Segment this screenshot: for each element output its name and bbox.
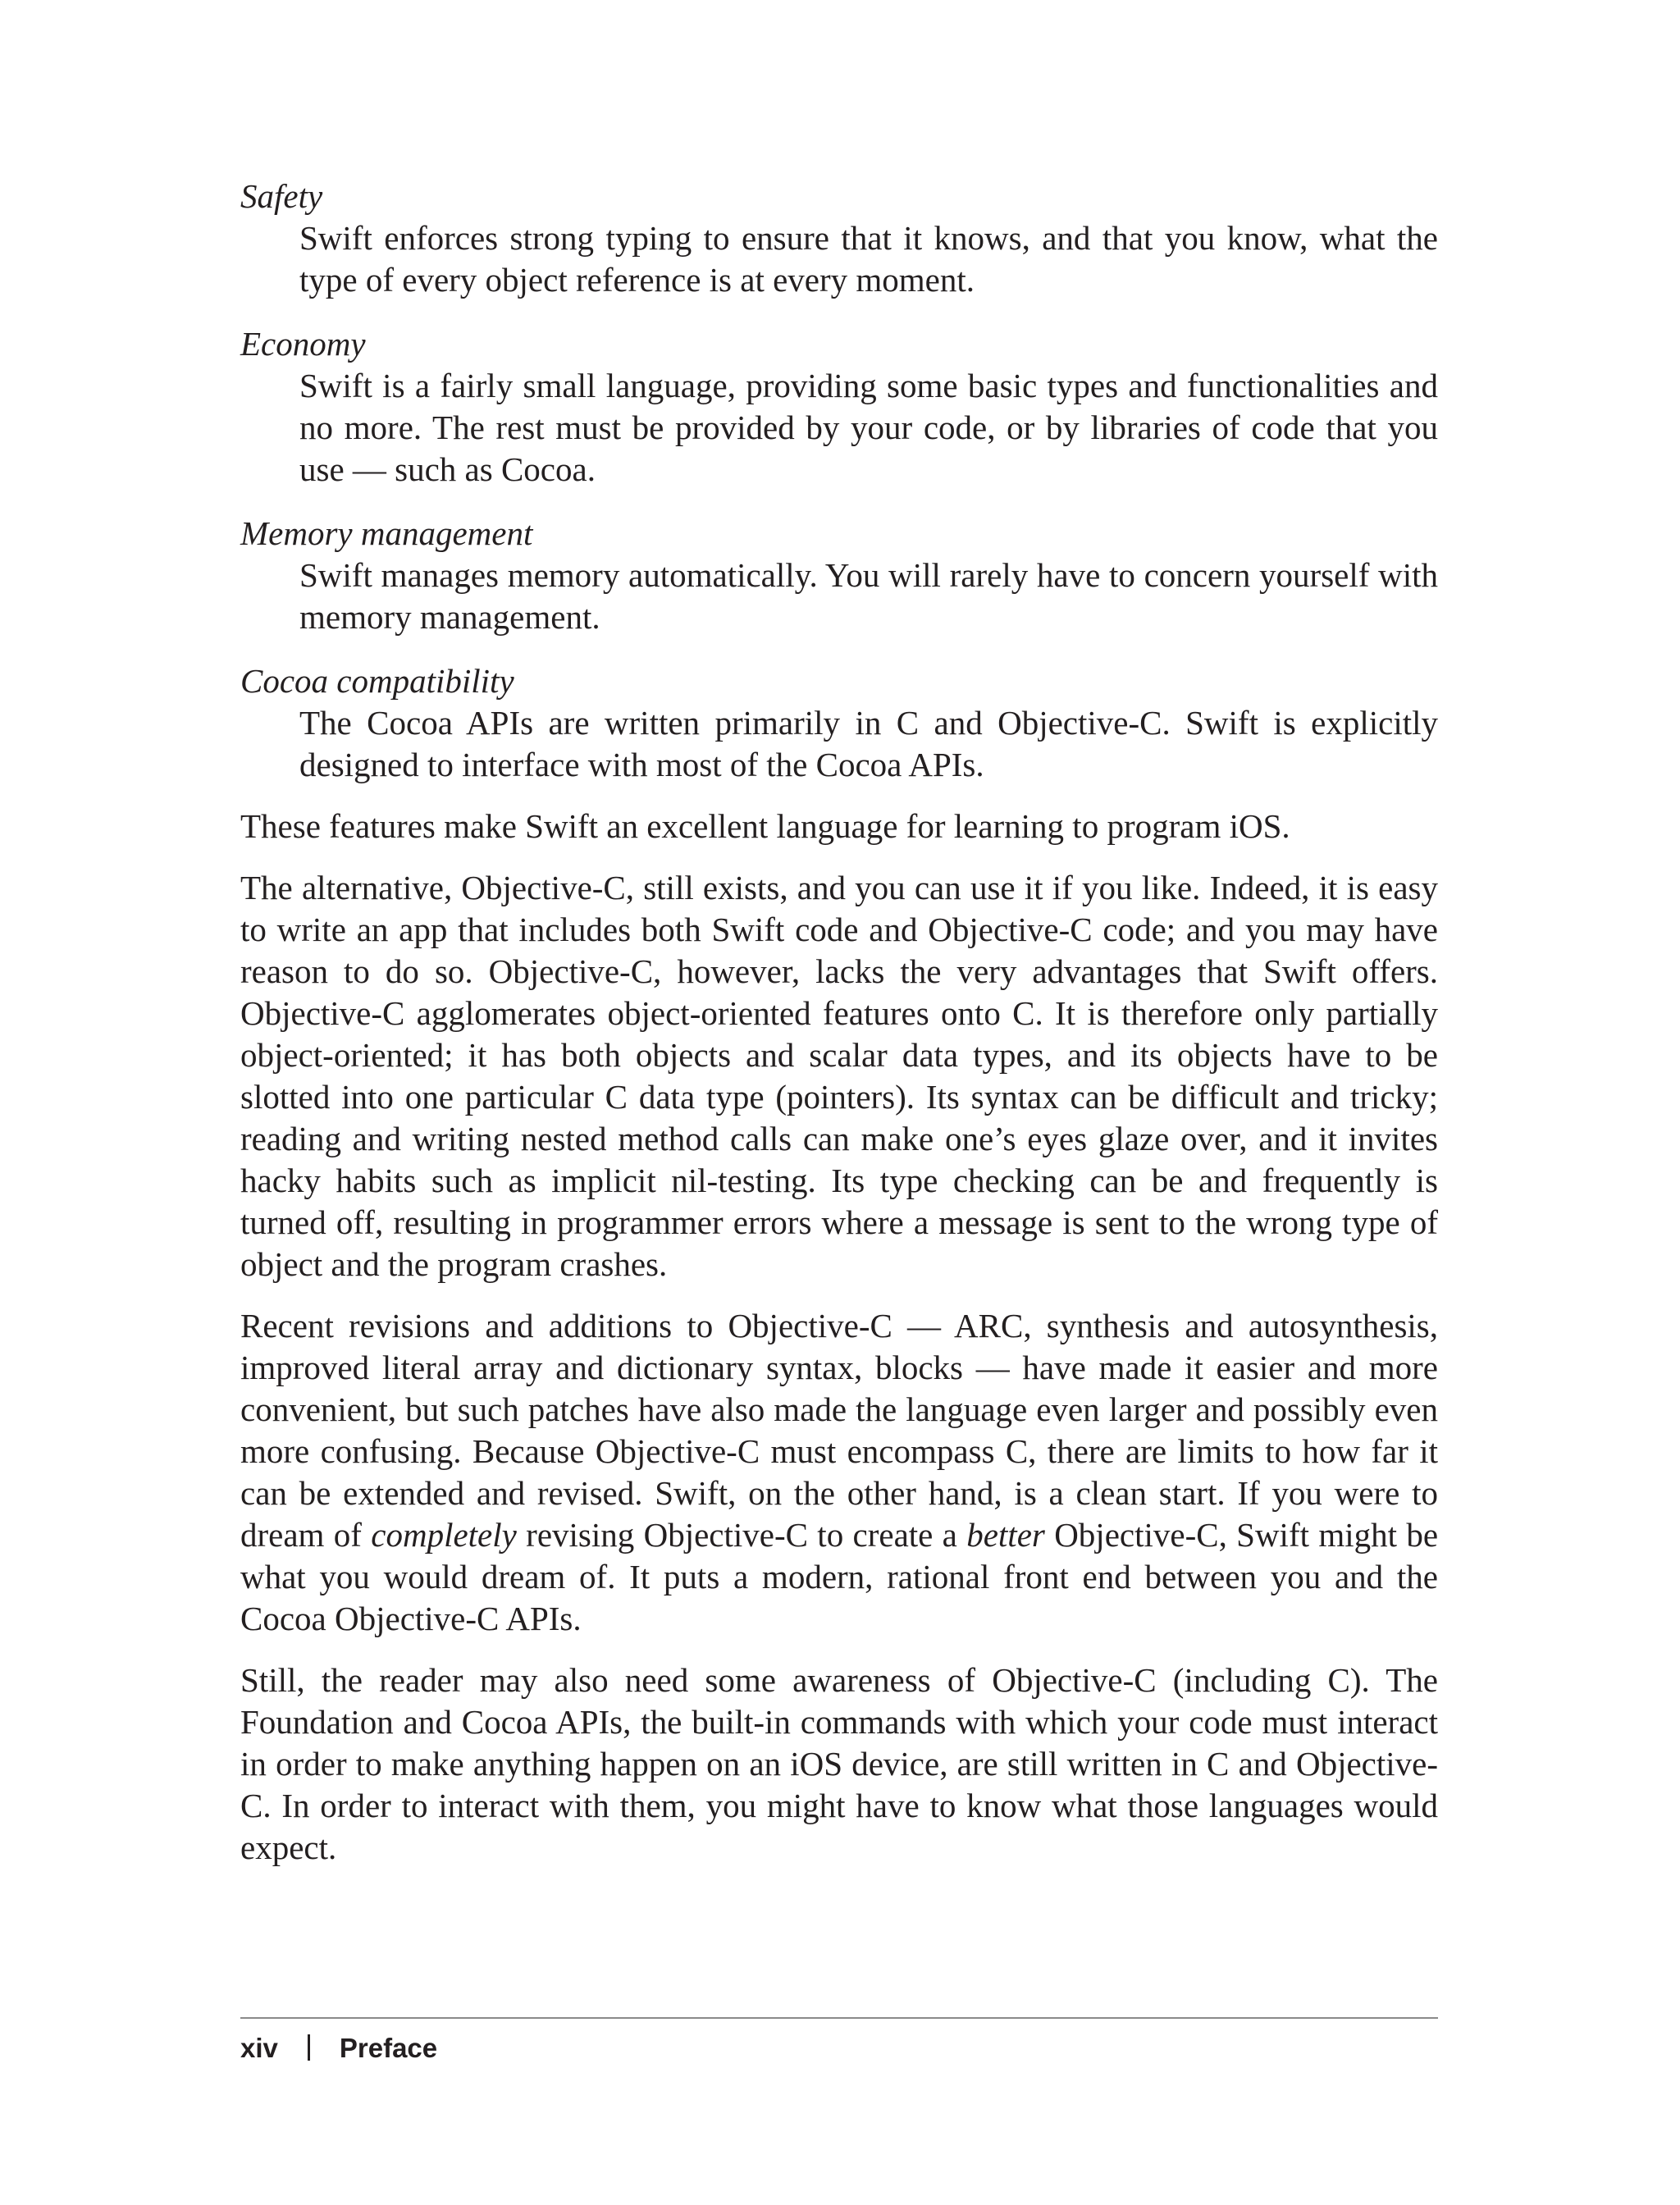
paragraph-text-segment: revising Objective-C to create a [516, 1516, 967, 1554]
paragraph-recent-revisions [240, 1305, 1438, 1640]
feature-definition-cocoa-compatibility: The Cocoa APIs are written primarily in C and Objective-C. Swift is explicitly designed to interface with most of the Cocoa APIs. [299, 704, 1438, 783]
emphasis-completely: completely [371, 1516, 517, 1554]
feature-term-economy: Economy [240, 325, 366, 363]
feature-term-cocoa-compatibility: Cocoa compatibility [240, 662, 514, 700]
paragraph-objective-c-awareness: Still, the reader may also need some awareness of Objective-C (including C). The Foundation and Cocoa APIs, the built-in commands with which your code must interact in order to make anything happen on an iOS device, are still written in C and Objective-C. In order to interact with them, you might have to know what those languages would expect. [240, 1661, 1438, 1866]
feature-term-safety: Safety [240, 177, 323, 215]
emphasis-better: better [966, 1516, 1045, 1554]
page-footer [240, 2028, 437, 2069]
feature-definition-memory-management: Swift manages memory automatically. You will rarely have to concern yourself with memory management. [299, 556, 1438, 636]
paragraph-objective-c-alternative: The alternative, Objective-C, still exists, and you can use it if you like. Indeed, it is easy to write an app that includes both Swift code and Objective-C code; and you may have reason to do so. Objective-C, however, lacks the very advantages that Swift offers. Objective-C agglomerates object-oriented features onto C. It is therefore only partially object-oriented; it has both objects and scalar data types, and its objects have to be slotted into one particular C data type (pointers). Its syntax can be difficult and tricky; reading and writing nested method calls can make one’s eyes glaze over, and it invites hacky habits such as implicit nil-testing. Its type checking can be and frequently is turned off, resulting in programmer errors where a message is sent to the wrong type of object and the program crashes. [240, 869, 1438, 1283]
paragraph-text-segment: Objective-C, Swift might be what you would dream of. It puts a modern, rational front end between you and the Cocoa Objective-C APIs. [240, 1516, 1439, 1637]
paragraph-features-summary: These features make Swift an excellent language for learning to program iOS. [240, 807, 1290, 845]
page-content [240, 176, 1438, 1888]
footer-separator [308, 2034, 310, 2061]
feature-definition-economy: Swift is a fairly small language, providing some basic types and functionalities and no more. The rest must be provided by your code, or by libraries of code that you use — such as Cocoa. [299, 367, 1438, 488]
page-number: xiv [240, 2033, 278, 2063]
section-title: Preface [339, 2033, 438, 2063]
feature-term-memory-management: Memory management [240, 514, 533, 552]
paragraph-text-segment: Recent revisions and additions to Objective-C — ARC, synthesis and autosynthesis, improved literal array and dictionary syntax, blocks — have made it easier and more convenient, but such patches have also made the language even larger and possibly even more confusing. Because Objective-C must encompass C, there are limits to how far it can be extended and revised. Swift, on the other hand, is a clean start. If you were to dream of [240, 1307, 1438, 1554]
feature-definition-safety: Swift enforces strong typing to ensure that it knows, and that you know, what the type of every object reference is at every moment. [299, 219, 1438, 299]
footer-rule [240, 2017, 1438, 2019]
feature-list [240, 176, 1438, 786]
